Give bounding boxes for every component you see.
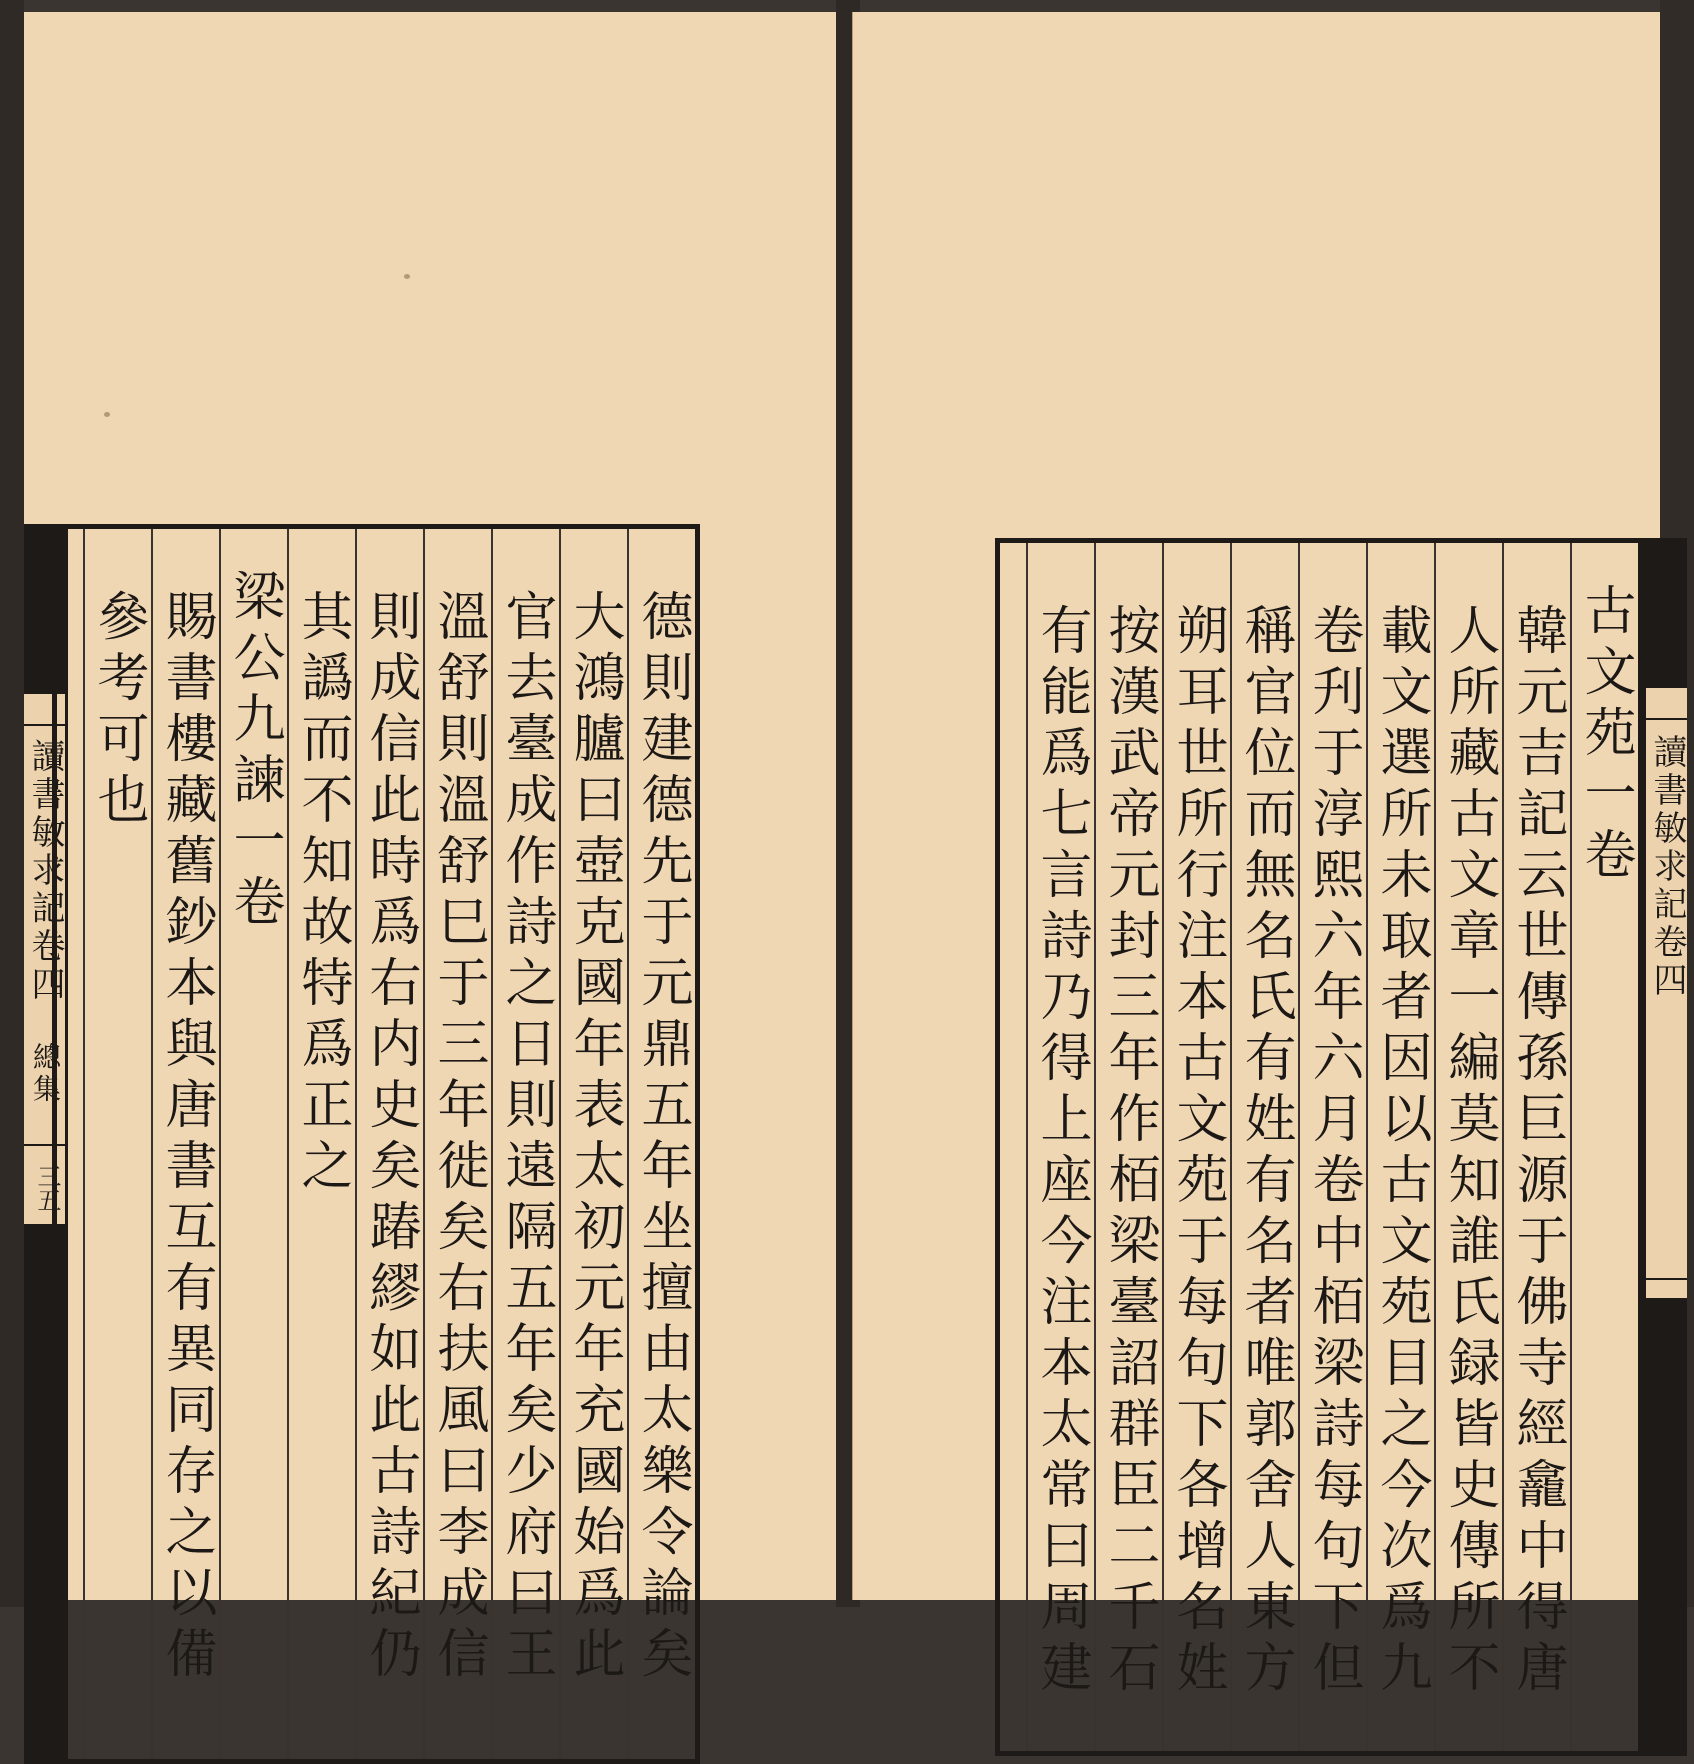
text-column xyxy=(1366,543,1434,1751)
column-text: 則成信此時爲右内史矣踳繆如此古詩紀仍 xyxy=(360,589,420,1687)
left-book-edge xyxy=(0,0,24,1607)
text-column xyxy=(219,529,287,1759)
column-text: 賜書樓藏舊鈔本與唐書互有異同存之以備 xyxy=(156,589,216,1687)
column-text: 按漢武帝元封三年作栢梁臺詔群臣二千石 xyxy=(1099,603,1159,1701)
folio-number: 三五 xyxy=(33,1164,61,1212)
text-column xyxy=(423,529,491,1759)
paper-stain xyxy=(104,412,110,417)
text-column xyxy=(1094,543,1162,1751)
column-text: 大鴻臚曰壺克國年表太初元年充國始爲此 xyxy=(564,589,624,1687)
text-column xyxy=(151,529,219,1759)
fish-tail-rule xyxy=(1646,718,1687,720)
paper-stain xyxy=(404,274,410,279)
text-column xyxy=(627,529,695,1759)
column-text: 參考可也 xyxy=(88,589,148,833)
book-title: 讀書敏求記卷四 xyxy=(1647,734,1687,1000)
text-column xyxy=(559,529,627,1759)
column-text: 載文選所未取者因以古文苑目之今次爲九 xyxy=(1371,603,1431,1701)
text-column xyxy=(1298,543,1366,1751)
text-column xyxy=(1230,543,1298,1751)
entry-heading: 梁公九諫一卷 xyxy=(224,569,284,935)
left-text-frame xyxy=(52,524,700,1764)
text-column xyxy=(83,529,151,1759)
text-column xyxy=(1570,543,1638,1751)
text-column xyxy=(1162,543,1230,1751)
text-column xyxy=(287,529,355,1759)
section-label: 總集 xyxy=(29,1042,62,1106)
column-text: 人所藏古文章一編莫知誰氏録皆史傳所不 xyxy=(1439,603,1499,1701)
text-column xyxy=(1502,543,1570,1751)
column-text: 其譌而不知故特爲正之 xyxy=(292,589,352,1199)
fish-tail-rule xyxy=(1646,1278,1687,1280)
right-text-frame xyxy=(995,538,1643,1756)
right-center-strip xyxy=(1643,538,1687,1756)
column-text: 溫舒則溫舒巳于三年徙矣右扶風曰李成信 xyxy=(428,589,488,1687)
text-column xyxy=(1026,543,1094,1751)
black-mouth-top xyxy=(1646,538,1687,688)
text-column xyxy=(491,529,559,1759)
text-column xyxy=(1434,543,1502,1751)
column-text: 朔耳世所行注本古文苑于每句下各增名姓 xyxy=(1167,603,1227,1701)
column-text: 有能爲七言詩乃得上座今注本太常曰周建 xyxy=(1031,603,1091,1701)
column-text: 稱官位而無名氏有姓有名者唯郭舍人東方 xyxy=(1235,603,1295,1701)
column-text: 德則建德先于元鼎五年坐擅由太樂令論矣 xyxy=(632,589,692,1687)
book-title: 讀書敏求記卷四 xyxy=(25,738,65,1004)
column-text: 卷刋于淳熙六年六月卷中栢梁詩每句下但 xyxy=(1303,603,1363,1701)
entry-heading: 古文苑一卷 xyxy=(1575,583,1635,888)
column-text: 官去臺成作詩之日則遠隔五年矣少府曰王 xyxy=(496,589,556,1687)
column-text: 韓元吉記云世傳孫巨源于佛寺經龕中得唐 xyxy=(1507,603,1567,1701)
text-column xyxy=(355,529,423,1759)
black-mouth-bottom xyxy=(1646,1298,1687,1756)
